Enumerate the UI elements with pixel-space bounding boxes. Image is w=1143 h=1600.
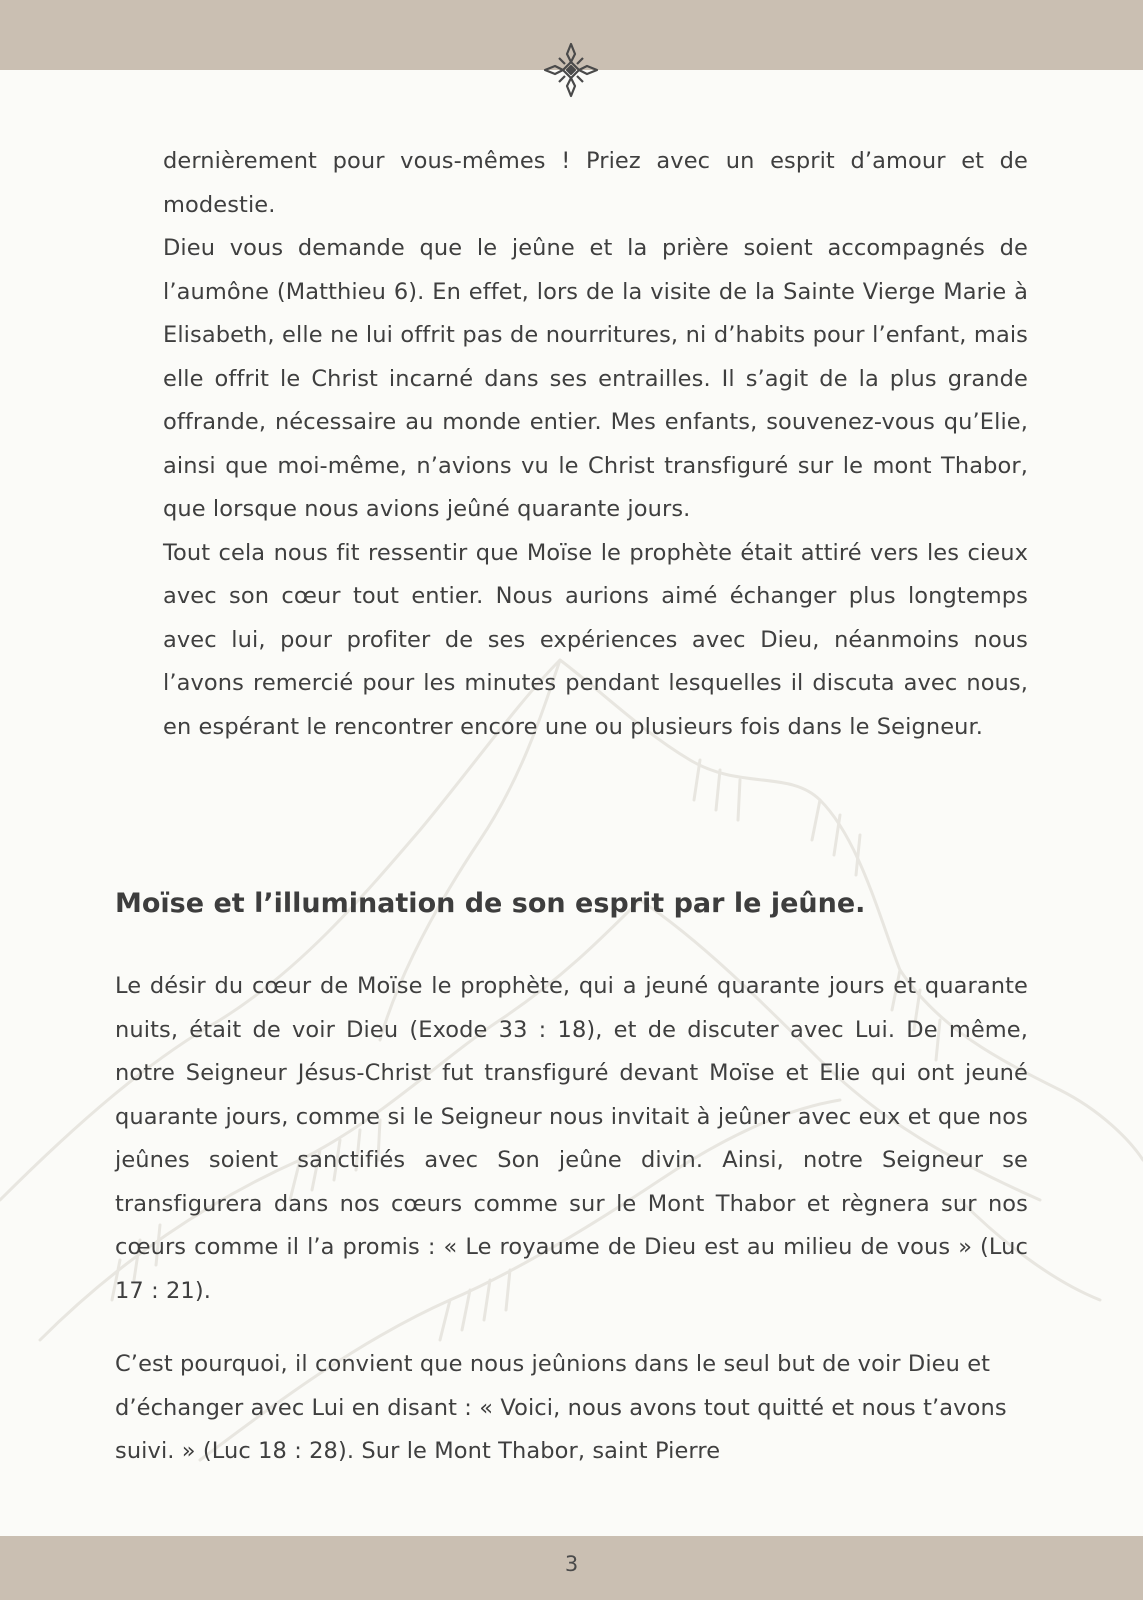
quote-paragraph: Dieu vous demande que le jeûne et la prière soient accompagnés de l’aumône (Matthieu 6). En effet, lors de la visite de la Sainte Vierge Marie à Elisabeth, elle ne lui offrit pas de nourritures, ni d’habits pour l’enfant, mais elle offrit le Christ incarné dans ses entrailles. Il s’agit de la plus grande offrande, nécessaire au monde entier. Mes enfants, souvenez-vous qu’Elie, ainsi que moi-même, n’avions vu le Christ transfiguré sur le mont Thabor, que lorsque nous avions jeûné quarante jours. xyxy=(163,235,1028,522)
body-paragraph: C’est pourquoi, il convient que nous jeûnions dans le seul but de voir Dieu et d’échanger avec Lui en disant : « Voici, nous avons tout quitté et nous t’avons suivi. » (Luc 18 : 28). Sur le Mont Thabor, saint Pierre xyxy=(115,1351,1007,1464)
quote-block xyxy=(163,140,1028,749)
section-heading: Moïse et l’illumination de son esprit par le jeûne. xyxy=(115,888,866,919)
body-paragraph: Le désir du cœur de Moïse le prophète, qui a jeuné quarante jours et quarante nuits, était de voir Dieu (Exode 33 : 18), et de discuter avec Lui. De même, notre Seigneur Jésus-Christ fut transfiguré devant Moïse et Elie qui ont jeuné quarante jours, comme si le Seigneur nous invitait à jeûner avec eux et que nos jeûnes soient sanctifiés avec Son jeûne divin. Ainsi, notre Seigneur se transfigurera dans nos cœurs comme sur le Mont Thabor et règnera sur nos cœurs comme il l’a promis : « Le royaume de Dieu est au milieu de vous » (Luc 17 : 21). xyxy=(115,973,1028,1304)
page-number: 3 xyxy=(564,1552,579,1576)
body-text xyxy=(115,965,1028,1504)
quote-paragraph: dernièrement pour vous-mêmes ! Priez avec un esprit d’amour et de modestie. xyxy=(163,148,1028,218)
quote-paragraph: Tout cela nous fit ressentir que Moïse le prophète était attiré vers les cieux avec son cœur tout entier. Nous aurions aimé échanger plus longtemps avec lui, pour profiter de ses expériences avec Dieu, néanmoins nous l’avons remercié pour les minutes pendant lesquelles il discuta avec nous, en espérant le rencontrer encore une ou plusieurs fois dans le Seigneur. xyxy=(163,539,1028,740)
